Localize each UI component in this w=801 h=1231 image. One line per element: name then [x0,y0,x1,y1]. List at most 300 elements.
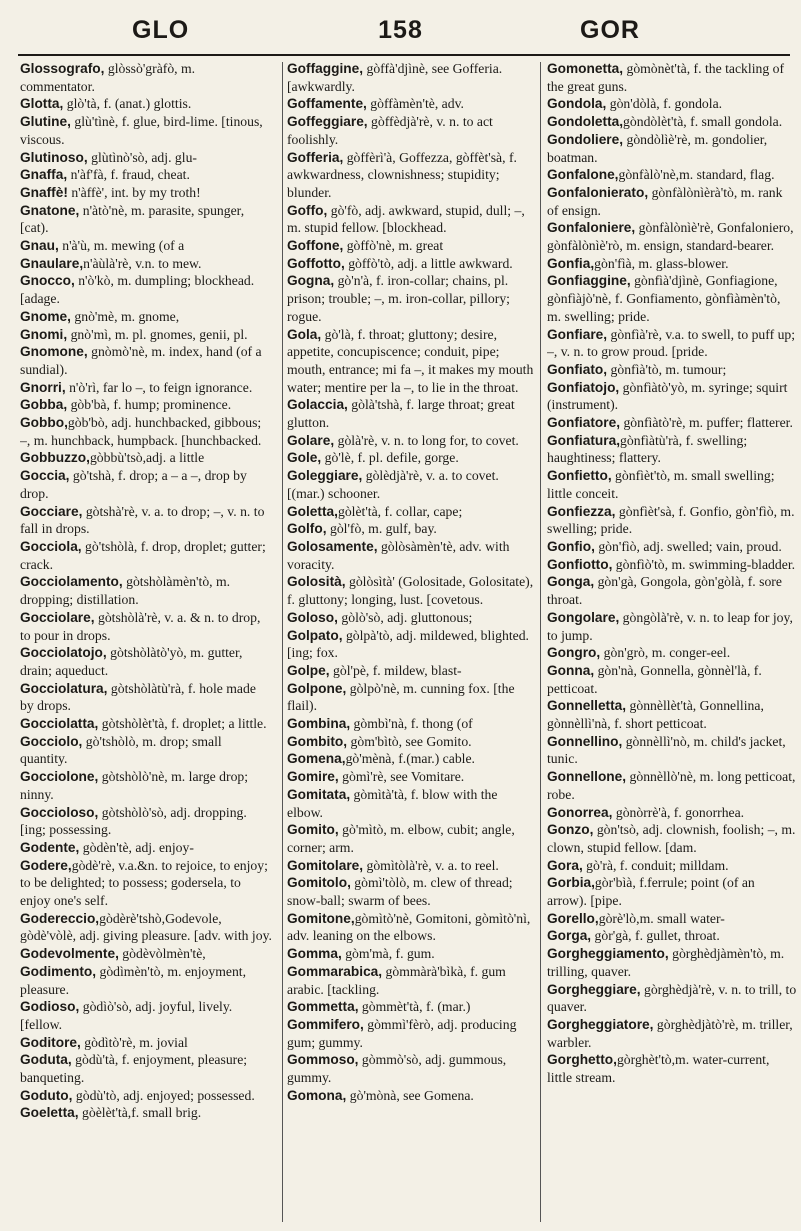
dictionary-entry [547,432,797,467]
entry-definition: n'àffè', int. by my troth! [67,184,201,200]
entry-definition: gòlpà'tò, adj. mildewed, blighted. [ing; fox. [287,627,529,661]
entry-headword: Gondoliere, [547,131,624,147]
entry-headword: Gonfia, [547,255,595,271]
dictionary-entry [547,927,797,945]
entry-definition: gònfìà'djìnè, Gonfiagione, gònfìàjò'nè, f. Gonfiamento, gònfìàmèn'tò, m. swelling; pride. [547,273,781,324]
entry-definition: gòffèrì'à, Goffezza, gòffèt'sà, f. awkwardness, clownishness; stupidity; blunder. [287,149,517,200]
dictionary-entry [20,733,272,768]
entry-headword: Glutine, [20,114,71,130]
dictionary-entry [20,184,272,202]
entry-headword: Gonfalonierato, [547,184,649,200]
dictionary-entry [547,573,797,608]
entry-headword: Golpone, [287,680,347,696]
entry-headword: Golosamente, [287,538,378,554]
entry-definition: n'ò'kò, m. dumpling; blockhead. [adage. [20,273,255,307]
entry-headword: Golare, [287,432,335,448]
dictionary-entry [547,662,797,697]
dictionary-entry [20,1104,272,1122]
entry-definition: gò'là, f. throat; gluttony; desire, appetite, concupiscence; conduit, pipe; mouth, entrance; mi fa –, it makes my mouth water; mentire per la –, to lie in the throat. [287,326,534,395]
entry-definition: gòtshòlàtù'rà, f. hole made by drops. [20,680,256,714]
entry-definition: gòmìtà'tà, f. blow with the elbow. [287,786,498,820]
entry-definition: gò'mìtò, m. elbow, cubit; angle, corner; arm. [287,822,515,855]
dictionary-entry [20,467,272,502]
entry-definition: gnò'mì, m. pl. gnomes, genii, pl. [67,326,248,342]
entry-definition: gòngòlà'rè, v. n. to leap for joy, to jump. [547,609,793,643]
dictionary-entry [20,680,272,715]
dictionary-column-2 [287,60,535,1222]
dictionary-entry [20,396,272,414]
entry-headword: Golpato, [287,627,343,643]
entry-definition: gòn'fìò, adj. swelled; vain, proud. [594,538,782,554]
entry-headword: Gommoso, [287,1052,359,1068]
entry-definition: gòlà'rè, v. n. to long for, to covet. [334,432,519,448]
entry-headword: Goffamente, [287,96,367,112]
entry-definition: gò'mènà, f.(mar.) cable. [345,751,475,767]
dictionary-entry [547,414,797,432]
dictionary-entry [287,520,535,538]
entry-definition: glòssò'gràfò, m. commentator. [20,61,196,94]
entry-headword: Gorbia, [547,875,595,891]
entry-definition: n'àùlà'rè, v.n. to mew. [83,255,202,271]
entry-definition: gòrghèdjà'rè, v. n. to trill, to quaver. [547,981,797,1015]
dictionary-entry [20,1051,272,1086]
entry-headword: Gorghetto, [547,1052,617,1068]
entry-definition: gòn'grò, m. conger-eel. [600,645,731,661]
page-header [0,0,801,62]
entry-headword: Gora, [547,857,583,873]
dictionary-entry [287,237,535,255]
entry-definition: gòn'tsò, adj. clownish, foolish; –, m. clown, stupid fellow. [dam. [547,822,796,855]
entry-headword: Gocciolatta, [20,716,99,732]
entry-definition: gòmì'rè, see Vomitare. [338,769,465,785]
dictionary-entry [287,750,535,768]
dictionary-entry [287,715,535,733]
entry-definition: gòmmì'fèrò, adj. producing gum; gummy. [287,1016,517,1050]
entry-headword: Gomitone, [287,910,355,926]
dictionary-column-3 [547,60,797,1222]
entry-definition: gòdù'tà, f. enjoyment, pleasure; banqueting. [20,1052,248,1086]
entry-headword: Gorgheggiamento, [547,946,669,962]
entry-definition: gòmmàrà'bìkà, f. gum arabic. [tackling. [287,963,506,997]
entry-headword: Gonfalone, [547,167,619,183]
entry-definition: gònnèllèt'tà, Gonnellina, gònnèllì'nà, f. short petticoat. [547,698,764,732]
entry-definition: gònfìèt'sà, f. Gonfio, gòn'fìò, m. swelling; pride. [547,503,795,537]
entry-headword: Gonfiare, [547,326,608,342]
entry-definition: gòffò'nè, m. great [343,238,444,254]
dictionary-entry [20,326,272,344]
entry-headword: Gonfiatore, [547,415,621,431]
entry-definition: gòmmò'sò, adj. gummous, gummy. [287,1052,507,1086]
entry-definition: gòèlèt'tà,f. small brig. [78,1105,202,1121]
entry-definition: gònfìà'tò, m. tumour; [607,361,727,377]
entry-headword: Gnomone, [20,344,88,360]
entry-headword: Gnau, [20,238,59,254]
dictionary-entry [547,609,797,644]
entry-headword: Goccia, [20,468,70,484]
dictionary-entry [547,255,797,273]
dictionary-entry [547,945,797,980]
entry-definition: gònfìò'tò, m. swimming-bladder. [612,556,796,572]
entry-headword: Gocciolatura, [20,680,108,696]
dictionary-entry [287,963,535,998]
dictionary-entry [20,945,272,963]
entry-headword: Golfo, [287,521,327,537]
entry-definition: gòl'fò, m. gulf, bay. [326,521,437,537]
dictionary-entry [20,166,272,184]
entry-headword: Gobbo, [20,415,68,431]
entry-headword: Gonga, [547,574,595,590]
entry-definition: gòdèvòlmèn'tè, [118,946,206,962]
dictionary-entry [287,396,535,431]
entry-definition: n'àtò'nè, m. parasite, spunger, [cat). [20,202,245,236]
entry-headword: Gomitolo, [287,875,351,891]
entry-headword: Gommetta, [287,999,359,1015]
entry-definition: gòn'nà, Gonnella, gònnèl'là, f. petticoat. [547,662,762,696]
dictionary-entry [547,1051,797,1086]
dictionary-entry [20,60,272,95]
entry-headword: Gomena, [287,751,346,767]
entry-definition: gònfìàtò'yò, m. syringe; squirt (instrument). [547,379,788,413]
entry-definition: gòdù'tò, adj. enjoyed; possessed. [72,1087,255,1103]
dictionary-entry [20,573,272,608]
entry-headword: Gole, [287,450,322,466]
entry-headword: Gongolare, [547,609,620,625]
dictionary-entry [547,219,797,254]
entry-definition: gòtshòlèt'tà, f. droplet; a little. [98,716,267,732]
entry-definition: gòdè'rè, v.a.&n. to rejoice, to enjoy; to be delighted; to possess; godersela, to enjoy one's self. [20,857,268,909]
entry-definition: gòn'fìà, m. glass-blower. [594,255,729,271]
entry-definition: gòffàmèn'tè, adv. [366,96,464,112]
entry-headword: Gonfio, [547,538,595,554]
dictionary-entry [287,113,535,148]
entry-headword: Gofferia, [287,149,344,165]
entry-definition: gòbbù'tsò,adj. a little [89,450,205,466]
entry-headword: Gomma, [287,946,342,962]
entry-headword: Gocciolamento, [20,574,123,590]
dictionary-entry [547,184,797,219]
entry-headword: Goduto, [20,1087,73,1103]
dictionary-entry [547,804,797,822]
entry-headword: Gnaulare, [20,255,84,271]
entry-definition: gòndòlèt'tà, f. small gondola. [623,114,783,130]
entry-definition: gòffèdjà'rè, v. n. to act foolishly. [287,114,493,147]
dictionary-entry [287,857,535,875]
dictionary-entry [20,379,272,397]
entry-headword: Goffo, [287,202,328,218]
entry-definition: gò'fò, adj. awkward, stupid, dull; –, m. stupid fellow. [blockhead. [287,202,525,236]
entry-definition: gònfìà'rè, v.a. to swell, to puff up; –, v. n. to grow proud. [pride. [547,326,796,360]
entry-headword: Golpe, [287,662,330,678]
entry-definition: gònfàlò'nè,m. standard, flag. [618,167,775,183]
entry-definition: gòffò'tò, adj. a little awkward. [344,255,513,271]
entry-definition: gò'lè, f. pl. defile, gorge. [321,450,459,466]
dictionary-entry [20,804,272,839]
dictionary-entry [547,60,797,95]
entry-definition: gòn'gà, Gongola, gòn'gòlà, f. sore throat. [547,574,782,608]
entry-definition: n'à'ù, m. mewing (of a [58,238,185,254]
column-divider [540,62,541,1222]
dictionary-entry [20,272,272,307]
entry-definition: gònfàlònìè'rè, Gonfaloniero, gònfàlònìè'rò, m. ensign, standard-bearer. [547,220,794,254]
dictionary-entry [547,768,797,803]
entry-definition: gòrghèdjàmèn'tò, m. trilling, quaver. [547,946,785,979]
dictionary-entry [287,874,535,909]
entry-headword: Gonfiotto, [547,556,613,572]
entry-definition: gò'rà, f. conduit; milldam. [582,857,729,873]
entry-headword: Goffone, [287,238,344,254]
entry-definition: gòtshòlò'nè, m. large drop; ninny. [20,769,249,802]
entry-definition: gòlòsìtà' (Golositade, Golositate), f. gluttony; longing, lust. [covetous. [287,574,534,608]
entry-definition: glù'tìnè, f. glue, bird-lime. [tinous, viscous. [20,114,263,147]
dictionary-entry [20,237,272,255]
entry-headword: Gnaffè! [20,184,68,200]
dictionary-entry [20,998,272,1033]
dictionary-entry [20,644,272,679]
dictionary-entry [547,131,797,166]
entry-definition: gòlpò'nè, m. cunning fox. [the flail). [287,680,515,714]
right-guide-word: GOR [580,16,640,44]
entry-headword: Gonzo, [547,822,594,838]
entry-definition: gòffà'djìnè, see Gofferia. [awkwardly. [287,61,503,94]
entry-headword: Gonna, [547,662,595,678]
header-rule [18,54,790,56]
entry-definition: gònfìàtù'rà, f. swelling; haughtiness; flattery. [547,432,748,466]
entry-headword: Gonfiatura, [547,432,621,448]
entry-headword: Goeletta, [20,1105,79,1121]
entry-headword: Gorello, [547,910,599,926]
entry-headword: Gorgheggiare, [547,981,641,997]
entry-definition: gòdìmèn'tò, m. enjoyment, pleasure. [20,963,247,997]
entry-headword: Godente, [20,839,80,855]
entry-definition: gnò'mè, m. gnome, [70,308,180,324]
dictionary-entry [547,166,797,184]
dictionary-entry [547,910,797,928]
entry-headword: Gonfiato, [547,361,608,377]
dictionary-entry [287,910,535,945]
dictionary-entry [287,272,535,325]
entry-headword: Godioso, [20,999,80,1015]
entry-definition: gòmìtò'nè, Gomitoni, gòmìtò'nì, adv. leaning on the elbows. [287,910,531,944]
entry-definition: gòmmèt'tà, f. (mar.) [358,999,471,1015]
entry-headword: Gnomi, [20,326,68,342]
entry-headword: Gnorri, [20,379,66,395]
dictionary-entry [287,432,535,450]
entry-definition: gòl'pè, f. mildew, blast- [329,662,462,678]
entry-headword: Gocciolone, [20,769,99,785]
entry-headword: Goleggiare, [287,468,363,484]
entry-definition: gòr'gà, f. gullet, throat. [591,928,720,944]
dictionary-entry [287,449,535,467]
entry-definition: gò'mònà, see Gomena. [346,1087,474,1103]
entry-definition: n'àf'fà, f. fraud, cheat. [67,167,190,183]
entry-headword: Gonfiezza, [547,503,616,519]
dictionary-entry [547,874,797,909]
entry-headword: Gonnellino, [547,733,623,749]
entry-definition: gòrè'lò,m. small water- [598,910,725,926]
entry-definition: gòlèdjà'rè, v. a. to covet. [(mar.) schooner. [287,468,499,501]
dictionary-entry [547,1016,797,1051]
entry-headword: Gomire, [287,769,339,785]
entry-definition: gònnèllò'nè, m. long petticoat, robe. [547,769,796,802]
dictionary-entry [20,95,272,113]
dictionary-entry [547,467,797,502]
entry-headword: Glossografo, [20,61,105,76]
entry-headword: Glotta, [20,96,64,112]
dictionary-entry [20,1087,272,1105]
entry-headword: Goccioloso, [20,804,99,820]
dictionary-entry [547,326,797,361]
entry-definition: gòrghèdjàtò'rè, m. triller, warbler. [547,1016,793,1050]
entry-headword: Gogna, [287,273,335,289]
dictionary-entry [287,1087,535,1105]
entry-definition: glò'tà, f. (anat.) glottis. [63,96,192,112]
entry-headword: Gnome, [20,308,71,324]
dictionary-entry [547,272,797,325]
entry-headword: Gomitolare, [287,857,364,873]
entry-definition: gòtshòlà'rè, v. a. & n. to drop, to pour in drops. [20,609,261,643]
entry-headword: Godereccio, [20,910,100,926]
entry-headword: Glutinoso, [20,149,88,165]
left-guide-word: GLO [132,16,190,44]
dictionary-entry [20,1034,272,1052]
entry-headword: Goffotto, [287,255,345,271]
dictionary-entry [287,503,535,521]
entry-definition: gòlà'tshà, f. large throat; great glutton. [287,397,515,431]
entry-definition: gòdèrè'tshò,Godevole, gòdè'vòlè, adj. giving pleasure. [adv. with joy. [20,910,272,944]
entry-headword: Gorgheggiatore, [547,1016,654,1032]
entry-headword: Gonnelletta, [547,698,627,714]
dictionary-entry [547,503,797,538]
entry-headword: Gommifero, [287,1016,364,1032]
dictionary-entry [547,95,797,113]
entry-headword: Gongro, [547,645,601,661]
entry-definition: n'ò'rì, far lo –, to feign ignorance. [65,379,253,395]
entry-headword: Goffeggiare, [287,114,368,130]
dictionary-entry [20,609,272,644]
entry-definition: gòn'dòlà, f. gondola. [606,96,723,112]
entry-definition: gònfàlònìèrà'tò, m. rank of ensign. [547,184,783,218]
entry-definition: gòb'bà, f. hump; prominence. [67,397,232,413]
entry-definition: gònfìèt'tò, m. small swelling; little conceit. [547,468,775,501]
entry-headword: Gocciolare, [20,609,95,625]
dictionary-entry [287,627,535,662]
entry-headword: Gonorrea, [547,804,613,820]
dictionary-entry [287,326,535,397]
entry-definition: gò'n'à, f. iron-collar; chains, pl. prison; trouble; –, m. iron-collar, pillory; rogue. [287,273,510,324]
entry-definition: gòmìtòlà'rè, v. a. to reel. [363,857,499,873]
entry-headword: Gonfietto, [547,468,612,484]
dictionary-entry [20,839,272,857]
entry-definition: gònòrrè'à, f. gonorrhea. [612,804,745,820]
dictionary-entry [547,981,797,1016]
entry-headword: Gnaffa, [20,167,68,183]
dictionary-entry [20,449,272,467]
entry-headword: Godere, [20,857,72,873]
dictionary-entry [20,857,272,910]
entry-headword: Gocciola, [20,538,82,554]
entry-definition: gò'tshà, f. drop; a – a –, drop by drop. [20,468,247,501]
entry-headword: Gomona, [287,1087,347,1103]
entry-definition: gòlèt'tà, f. collar, cape; [337,503,463,519]
entry-headword: Gomitata, [287,786,351,802]
entry-definition: gòr'bìà, f.ferrule; point (of an arrow). [pipe. [547,875,755,909]
entry-definition: gòrghèt'tò,m. water-current, little stream. [547,1052,770,1086]
dictionary-entry [547,857,797,875]
entry-headword: Gola, [287,326,322,342]
dictionary-entry [287,255,535,273]
entry-definition: gòtshòlàtò'yò, m. gutter, drain; aqueduct. [20,645,243,678]
dictionary-entry [287,733,535,751]
dictionary-entry [20,255,272,273]
dictionary-entry [287,609,535,627]
entry-headword: Gombito, [287,733,348,749]
dictionary-entry [20,768,272,803]
dictionary-entry [287,573,535,608]
dictionary-entry [547,379,797,414]
entry-headword: Gorga, [547,928,592,944]
entry-headword: Gomonetta, [547,61,624,76]
entry-definition: gòmònèt'tà, f. the tackling of the great guns. [547,61,785,94]
entry-headword: Golaccia, [287,397,348,413]
dictionary-entry [20,149,272,167]
dictionary-entry [287,149,535,202]
entry-headword: Golosità, [287,574,346,590]
dictionary-entry [20,414,272,449]
dictionary-entry [287,95,535,113]
entry-headword: Goloso, [287,609,338,625]
dictionary-entry [287,768,535,786]
dictionary-entry [20,308,272,326]
entry-definition: gòlòsàmèn'tè, adv. with voracity. [287,538,510,572]
entry-definition: gòtshòlò'sò, adj. dropping. [ing; possessing. [20,804,247,838]
entry-definition: glùtìnò'sò, adj. glu- [87,149,197,165]
dictionary-entry [547,644,797,662]
entry-definition: gòm'bìtò, see Gomito. [347,733,472,749]
dictionary-entry [287,202,535,237]
entry-headword: Godevolmente, [20,946,119,962]
entry-headword: Gonfaloniere, [547,220,636,236]
dictionary-entry [547,538,797,556]
entry-definition: gòdìò'sò, adj. joyful, lively. [fellow. [20,999,233,1032]
entry-headword: Gombina, [287,716,351,732]
entry-definition: gòlò'sò, adj. gluttonous; [337,609,473,625]
entry-headword: Godimento, [20,963,97,979]
entry-headword: Gommarabica, [287,963,383,979]
column-divider [282,62,283,1222]
entry-definition: gòtshòlàmèn'tò, m. dropping; distillation. [20,574,231,608]
dictionary-entry [287,821,535,856]
dictionary-entry [20,715,272,733]
entry-definition: gò'tshòlà, f. drop, droplet; gutter; crack. [20,538,266,572]
entry-definition: gònfìàtò'rè, m. puffer; flatterer. [620,415,793,431]
entry-headword: Gonfiaggine, [547,273,631,289]
dictionary-entry [20,113,272,148]
dictionary-entry [287,786,535,821]
entry-definition: gòndòlìè'rè, m. gondolier, boatman. [547,131,768,165]
dictionary-entry [287,467,535,502]
entry-headword: Goduta, [20,1052,72,1068]
entry-definition: gòtshà'rè, v. a. to drop; –, v. n. to fall in drops. [20,503,265,537]
entry-headword: Goletta, [287,503,338,519]
entry-headword: Gnatone, [20,202,80,218]
dictionary-entry [287,945,535,963]
page-number: 158 [378,16,423,44]
entry-definition: gòb'bò, adj. hunchbacked, gibbous; –, m. hunchback, humpback. [hunchbacked. [20,415,262,448]
dictionary-entry [20,202,272,237]
entry-headword: Goffaggine, [287,61,364,76]
dictionary-entry [547,733,797,768]
entry-definition: gòdèn'tè, adj. enjoy- [79,839,194,855]
